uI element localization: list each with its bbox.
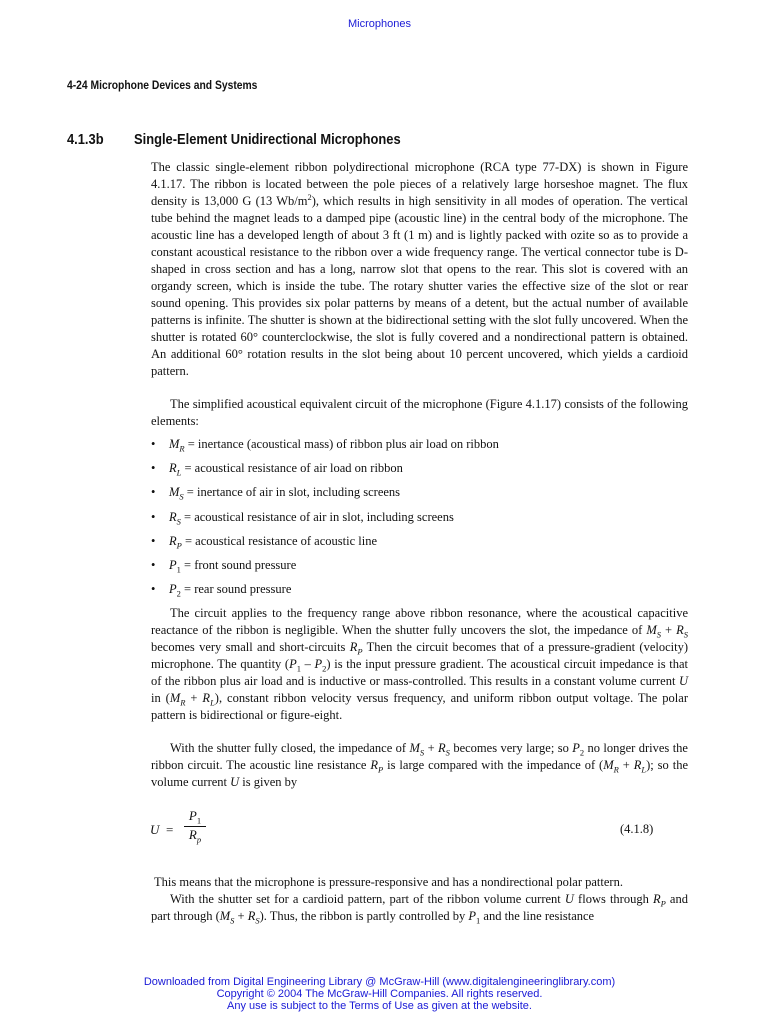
paragraph-intro: The classic single-element ribbon polydirectional microphone (RCA type 77-DX) is shown in Figure 4.1.17. The ribbon is located between the pole pieces of a relatively large horseshoe magnet. The flux density is 13,000 G (13 $Wb/m^2$), which results in high sensitivity in all modes of operation. The vertical tube behind the magnet leads to a damped pipe (acoustic line) in the central body of the microphone. The acoustic line has a developed length of about 3 ft (1 m) and is lightly packed with ozite so as to provide a constant acoustical resistance to the ribbon over a wide frequency range. The vertical connector tube is D-shaped in cross section and has a long, narrow slot that opens to the rear. This slot is covered with an organdy screen, which is inside the tube. The rotary shutter varies the effective size of the slot or rear sound opening. This provides six polar patterns by means of a detent, but the actual number of available patterns is infinite. The shutter is shown at the bidirectional setting with the slot fully uncovered. When the shutter is rotated 60° counterclockwise, the slot is fully covered and a nondirectional pattern is obtained. An additional 60° rotation results in the slot being about 10 percent uncovered, which yields a cardioid pattern. [151, 160, 688, 378]
section-number: 4.1.3b [67, 131, 104, 148]
paragraph-cardioid: With the shutter set for a cardioid pattern, part of the ribbon volume current U flows through $R_P$ and part through $(M_S + R_S)$. Thus, the ribbon is partly controlled by $P_1$ and the line resistance [151, 892, 688, 926]
header-link[interactable]: Microphones [348, 18, 411, 30]
list-item: • $P_1$ = front sound pressure [151, 558, 297, 575]
list-item: • $R_L$ = acoustical resistance of air load on ribbon [151, 461, 403, 478]
paragraph-circuit-applies: The circuit applies to the frequency range above ribbon resonance, where the acoustical capacitive reactance of the ribbon is negligible. When the shutter fully uncovers the slot, the impedance of $M_S + R_S$ becomes very small and short-circuits $R_P$ Then the circuit becomes that of a pressure-gradient (velocity) microphone. The quantity $(P_1 - P_2)$ is the input pressure gradient. The acoustical circuit impedance is that of the ribbon plus air load and is inductive or mass-controlled. This results in a constant volume current U in $(M_R + R_L)$, constant ribbon velocity versus frequency, and uniform ribbon output voltage. The polar pattern is bidirectional or figure-eight. [151, 606, 689, 722]
list-item: • $R_S$ = acoustical resistance of air in slot, including screens [151, 510, 454, 527]
section-title: Single-Element Unidirectional Microphones [134, 131, 401, 148]
equation-equals: = [166, 822, 174, 837]
equation-denominator: $R_p$ [188, 827, 202, 845]
equation-lhs: U [150, 822, 160, 837]
equation-numerator: $P_1$ [188, 808, 202, 826]
footer [0, 976, 759, 1012]
list-item: • $P_2$ = rear sound pressure [151, 582, 292, 599]
paragraph-pressure-responsive: This means that the microphone is pressure-responsive and has a nondirectional polar pattern. [154, 875, 623, 889]
equation-fraction [183, 808, 207, 843]
list-item: • $R_P$ = acoustical resistance of acoustic line [151, 534, 378, 551]
running-head: 4-24 Microphone Devices and Systems [67, 78, 258, 92]
footer-download-link[interactable]: Downloaded from Digital Engineering Library @ McGraw-Hill (www.digitalengineeringlibrary.com) [143, 976, 616, 988]
paragraph-equivalent-circuit: The simplified acoustical equivalent circuit of the microphone (Figure 4.1.17) consists of the following elements: [151, 397, 688, 428]
footer-terms[interactable]: Any use is subject to the Terms of Use as given at the website. [227, 1000, 532, 1012]
equation-number: (4.1.8) [620, 822, 654, 836]
list-item: • $M_S$ = inertance of air in slot, including screens [151, 485, 401, 502]
list-item: • $M_R$ = inertance (acoustical mass) of ribbon plus air load on ribbon [151, 437, 499, 454]
paragraph-shutter-closed: With the shutter fully closed, the impedance of $M_S + R_S$ becomes very large; so $P_2$ no longer drives the ribbon circuit. The acoustic line resistance $R_P$ is large compared with the impedance of $(M_R + R_L)$; so the volume current U is given by [151, 741, 688, 789]
footer-copyright[interactable]: Copyright © 2004 The McGraw-Hill Companies. All rights reserved. [216, 988, 543, 1000]
